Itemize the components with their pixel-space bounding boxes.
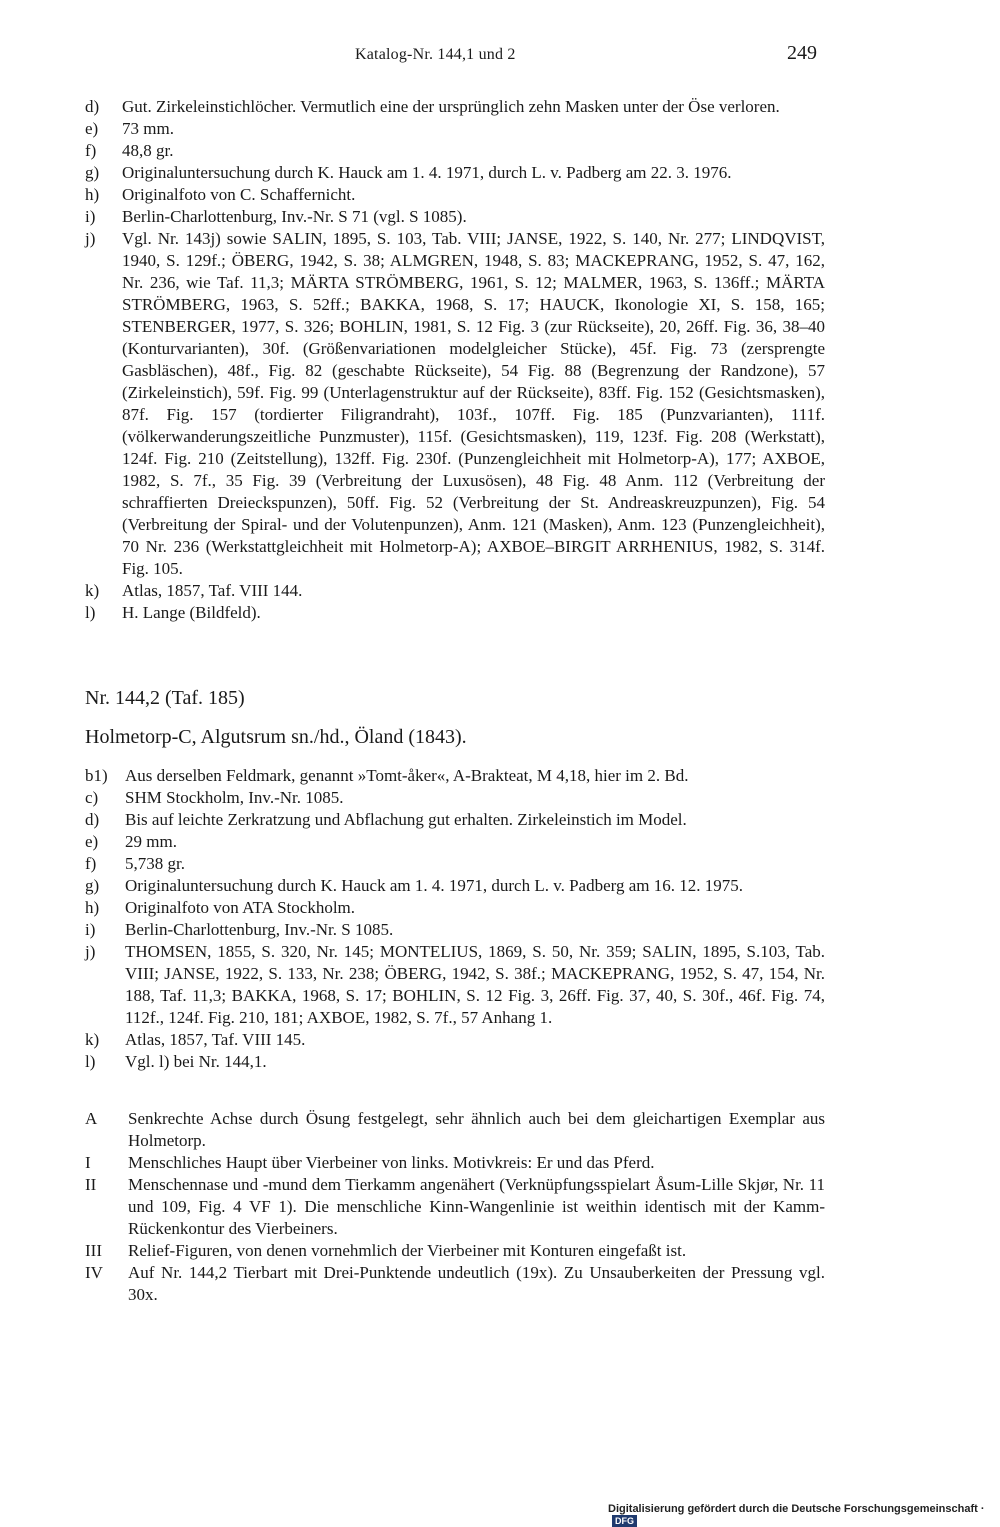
- entry-c: [85, 787, 825, 809]
- entry-label: j): [85, 229, 96, 248]
- entry-d: [85, 809, 825, 831]
- entry-label: h): [85, 185, 100, 204]
- entry-iv-roman: [85, 1262, 825, 1306]
- page-header: [0, 42, 1000, 72]
- entry-label: f): [85, 854, 97, 873]
- entry-text: 73 mm.: [122, 119, 174, 138]
- entry-text: Originalfoto von ATA Stockholm.: [125, 898, 356, 917]
- entry-text: Atlas, 1857, Taf. VIII 144.: [122, 581, 303, 600]
- entry-label: l): [85, 603, 96, 622]
- entry-e: [85, 118, 825, 140]
- entry-text: THOMSEN, 1855, S. 320, Nr. 145; MONTELIUS, 1869, S. 50, Nr. 359; SALIN, 1895, S.103, Tab. VIII; JANSE, 1922, S. 133, Nr. 238; ÖBERG, 1942, S. 38f.; MACKEPRANG, 1952, S. 47, 154, Nr. 188, Taf. 11,3; BAKKA, 1968, S. 17; BOHLIN, S. 12 Fig. 3, 26ff. Fig. 37, 40, S. 30f., 46f. Fig. 74, 112f., 124f. Fig. 210, 181; AXBOE, 1982, S. 7f., 57 Anhang 1.: [125, 942, 825, 1027]
- entry-label: III: [85, 1241, 102, 1260]
- entry-ii-roman: [85, 1174, 825, 1240]
- entry-label: g): [85, 876, 100, 895]
- entry-text: Menschliches Haupt über Vierbeiner von links. Motivkreis: Er und das Pferd.: [128, 1153, 655, 1172]
- entry-e: [85, 831, 825, 853]
- credit-text: Digitalisierung gefördert durch die Deutsche Forschungsgemeinschaft ·: [608, 1503, 985, 1515]
- entry-i: [85, 919, 825, 941]
- entry-label: k): [85, 581, 100, 600]
- entry-text: 5,738 gr.: [125, 854, 185, 873]
- entry-g: [85, 162, 825, 184]
- entry-label: I: [85, 1153, 91, 1172]
- entry-a: [85, 1108, 825, 1152]
- entry-k: [85, 1029, 825, 1051]
- entry-h: [85, 184, 825, 206]
- entry-text: Gut. Zirkeleinstichlöcher. Vermutlich eine der ursprünglich zehn Masken unter der Öse verloren.: [122, 97, 780, 116]
- iconographic-description: [85, 1108, 825, 1306]
- entry-label: d): [85, 810, 100, 829]
- entry-text: Bis auf leichte Zerkratzung und Abflachung gut erhalten. Zirkeleinstich im Model.: [125, 810, 687, 829]
- entry-text: 29 mm.: [125, 832, 177, 851]
- dfg-logo: DFG: [612, 1515, 637, 1527]
- entry-j: [85, 941, 825, 1029]
- entry-label: f): [85, 141, 97, 160]
- entry-text: Relief-Figuren, von denen vornehmlich der Vierbeiner mit Konturen eingefaßt ist.: [128, 1241, 687, 1260]
- entry-iii-roman: [85, 1240, 825, 1262]
- entry-text: Atlas, 1857, Taf. VIII 145.: [125, 1030, 306, 1049]
- entry-text: Originalfoto von C. Schaffernicht.: [122, 185, 356, 204]
- page-number: 249: [787, 42, 817, 64]
- entry-label: e): [85, 119, 99, 138]
- entry-text: Originaluntersuchung durch K. Hauck am 1. 4. 1971, durch L. v. Padberg am 22. 3. 1976.: [122, 163, 732, 182]
- entry-label: d): [85, 97, 100, 116]
- entry-text: SHM Stockholm, Inv.-Nr. 1085.: [125, 788, 344, 807]
- catalog-entry-144-2: [85, 765, 825, 1073]
- entry-label: c): [85, 788, 99, 807]
- entry-label: b1): [85, 766, 108, 785]
- entry-label: IV: [85, 1263, 103, 1282]
- entry-h: [85, 897, 825, 919]
- entry-text: Auf Nr. 144,2 Tierbart mit Drei-Punktende undeutlich (19x). Zu Unsauberkeiten der Pressung vgl. 30x.: [128, 1263, 825, 1304]
- entry-text: Senkrechte Achse durch Ösung festgelegt, sehr ähnlich auch bei dem gleichartigen Exemplar aus Holmetorp.: [128, 1109, 825, 1150]
- find-site-heading: Holmetorp-C, Algutsrum sn./hd., Öland (1843).: [85, 726, 467, 748]
- entry-text: Vgl. Nr. 143j) sowie SALIN, 1895, S. 103, Tab. VIII; JANSE, 1922, S. 140, Nr. 277; LINDQVIST, 1940, S. 129f.; ÖBERG, 1942, S. 38; ALMGREN, 1948, S. 83; MACKEPRANG, 1952, S. 47, 162, Nr. 236, wie Taf. 11,3; MÄRTA STRÖMBERG, 1961, S. 12; MALMER, 1963, S. 136ff.; MÄRTA STRÖMBERG, 1963, S. 52ff.; BAKKA, 1968, S. 17; HAUCK, Ikonologie XI, S. 158, 165; STENBERGER, 1977, S. 326; BOHLIN, 1981, S. 12 Fig. 3 (zur Rückseite), 20, 26ff. Fig. 36, 38–40 (Konturvarianten), 30f. (Größenvariationen modelgleicher Stücke), 45f. Fig. 73 (zersprengte Gasbläschen), 48f., Fig. 82 (geschabte Rückseite), 54 Fig. 88 (Begrenzung der Randzone), 57 (Zirkeleinstich), 59f. Fig. 99 (Unterlagenstruktur auf der Rückseite), 83ff. Fig. 152 (Gesichtsmasken), 87f. Fig. 157 (tordierter Filigrandraht), 103f., 107ff. Fig. 185 (Punzvarianten), 111f. (völkerwanderungszeitliche Punzmuster), 115f. (Gesichtsmasken), 119, 123f. Fig. 208 (Werkstatt), 124f. Fig. 210 (Zeitstellung), 132ff. Fig. 230f. (Punzengleichheit mit Holmetorp-A), 177; AXBOE, 1982, S. 7f., 35 Fig. 39 (Verbreitung der Luxusösen), 48 Fig. 48 Anm. 112 (Verbreitung der schraffierten Dreieckspunzen), 50ff. Fig. 52 (Verbreitung der St. Andreaskreuzpunzen), Fig. 54 (Verbreitung der Spiral- und der Volutenpunzen), Anm. 121 (Masken), Anm. 123 (Punzengleichheit), 70 Nr. 236 (Werkstattgleichheit mit Holmetorp-A); AXBOE–BIRGIT ARRHENIUS, 1982, S. 314f. Fig. 105.: [122, 229, 825, 578]
- entry-text: Menschennase und -mund dem Tierkamm angenähert (Verknüpfungsspielart Åsum-Lille Skjør, Nr. 11 und 109, Fig. 4 VF 1). Die menschliche Kinn-Wangenlinie ist weithin identisch mit der Kamm-Rückenkontur des Vierbeiners.: [128, 1175, 825, 1238]
- entry-label: h): [85, 898, 100, 917]
- entry-text: H. Lange (Bildfeld).: [122, 603, 261, 622]
- entry-label: l): [85, 1052, 96, 1071]
- entry-d: [85, 96, 825, 118]
- entry-text: Aus derselben Feldmark, genannt »Tomt-åker«, A-Brakteat, M 4,18, hier im 2. Bd.: [125, 766, 689, 785]
- entry-k: [85, 580, 825, 602]
- entry-label: k): [85, 1030, 100, 1049]
- entry-label: i): [85, 920, 96, 939]
- entry-f: [85, 140, 825, 162]
- entry-label: II: [85, 1175, 97, 1194]
- entry-text: Berlin-Charlottenburg, Inv.-Nr. S 1085.: [125, 920, 394, 939]
- entry-label: A: [85, 1109, 98, 1128]
- catalog-number-heading: Nr. 144,2 (Taf. 185): [85, 687, 245, 709]
- entry-label: g): [85, 163, 100, 182]
- entry-j: [85, 228, 825, 580]
- catalog-entry-144-1: [85, 96, 825, 624]
- entry-text: Vgl. l) bei Nr. 144,1.: [125, 1052, 267, 1071]
- entry-label: j): [85, 942, 96, 961]
- running-title: Katalog-Nr. 144,1 und 2: [355, 46, 516, 63]
- entry-text: Berlin-Charlottenburg, Inv.-Nr. S 71 (vgl. S 1085).: [122, 207, 467, 226]
- entry-label: e): [85, 832, 99, 851]
- entry-text: Originaluntersuchung durch K. Hauck am 1. 4. 1971, durch L. v. Padberg am 16. 12. 1975.: [125, 876, 744, 895]
- digitization-credit: [608, 1503, 1000, 1527]
- entry-text: 48,8 gr.: [122, 141, 174, 160]
- entry-label: i): [85, 207, 96, 226]
- entry-b1: [85, 765, 825, 787]
- entry-l: [85, 1051, 825, 1073]
- entry-f: [85, 853, 825, 875]
- entry-i-roman: [85, 1152, 825, 1174]
- entry-l: [85, 602, 825, 624]
- entry-i: [85, 206, 825, 228]
- entry-g: [85, 875, 825, 897]
